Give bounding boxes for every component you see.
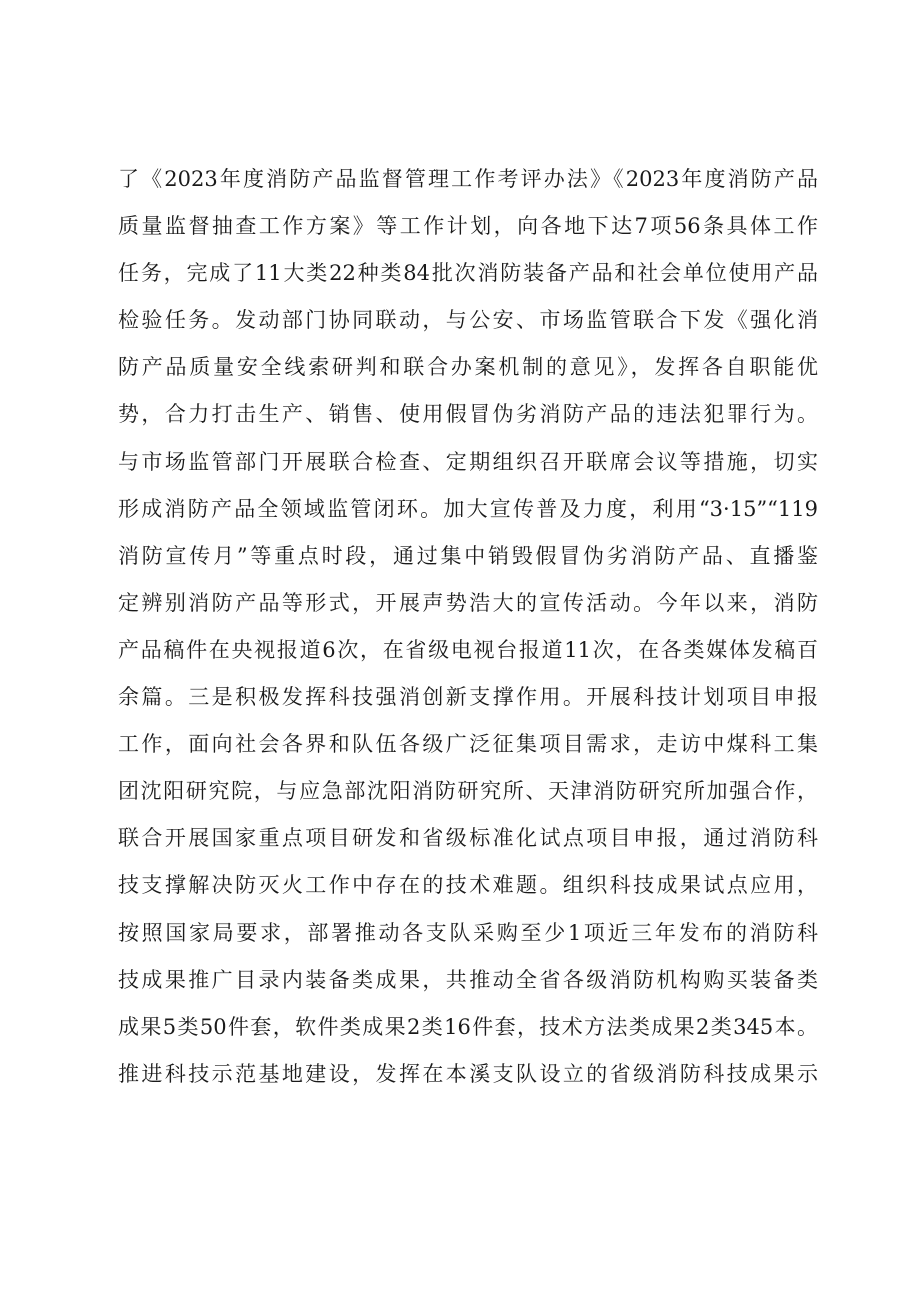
text-line: 了《2023年度消防产品监督管理工作考评办法》《2023年度消防产品: [118, 167, 818, 191]
text-line: 定辨别消防产品等形式，开展声势浩大的宣传活动。今年以来，消防: [118, 590, 818, 615]
text-line: 质量监督抽查工作方案》等工作计划，向各地下达7项56条具体工作: [118, 214, 818, 239]
text-line: 检验任务。发动部门协同联动，与公安、市场监管联合下发《强化消: [118, 308, 818, 333]
text-line: 消防宣传月”等重点时段，通过集中销毁假冒伪劣消防产品、直播鉴: [118, 543, 818, 568]
text-line: 工作，面向社会各界和队伍各级广泛征集项目需求，走访中煤科工集: [118, 732, 818, 757]
text-line: 防产品质量安全线索研判和联合办案机制的意见》，发挥各自职能优: [118, 355, 818, 380]
text-line: 技成果推广目录内装备类成果，共推动全省各级消防机构购买装备类: [118, 967, 818, 992]
text-line: 势，合力打击生产、销售、使用假冒伪劣消防产品的违法犯罪行为。: [118, 402, 818, 427]
text-line: 任务，完成了11大类22种类84批次消防装备产品和社会单位使用产品: [118, 261, 818, 286]
text-line: 形成消防产品全领域监管闭环。加大宣传普及力度，利用“3·15”“119: [118, 496, 818, 521]
text-line: 产品稿件在央视报道6次，在省级电视台报道11次，在各类媒体发稿百: [118, 637, 818, 662]
text-line: 推进科技示范基地建设，发挥在本溪支队设立的省级消防科技成果示: [118, 1061, 818, 1086]
text-line: 余篇。三是积极发挥科技强消创新支撑作用。开展科技计划项目申报: [118, 685, 818, 710]
text-line: 成果5类50件套，软件类成果2类16件套，技术方法类成果2类345本。: [118, 1014, 818, 1039]
text-line: 按照国家局要求，部署推动各支队采购至少1项近三年发布的消防科: [118, 920, 818, 945]
text-line: 联合开展国家重点项目研发和省级标准化试点项目申报，通过消防科: [118, 826, 818, 851]
text-line: 团沈阳研究院，与应急部沈阳消防研究所、天津消防研究所加强合作，: [118, 779, 818, 804]
body-paragraph: [118, 156, 818, 1098]
text-line: 与市场监管部门开展联合检查、定期组织召开联席会议等措施，切实: [118, 449, 818, 474]
text-line: 技支撑解决防灭火工作中存在的技术难题。组织科技成果试点应用，: [118, 873, 818, 898]
